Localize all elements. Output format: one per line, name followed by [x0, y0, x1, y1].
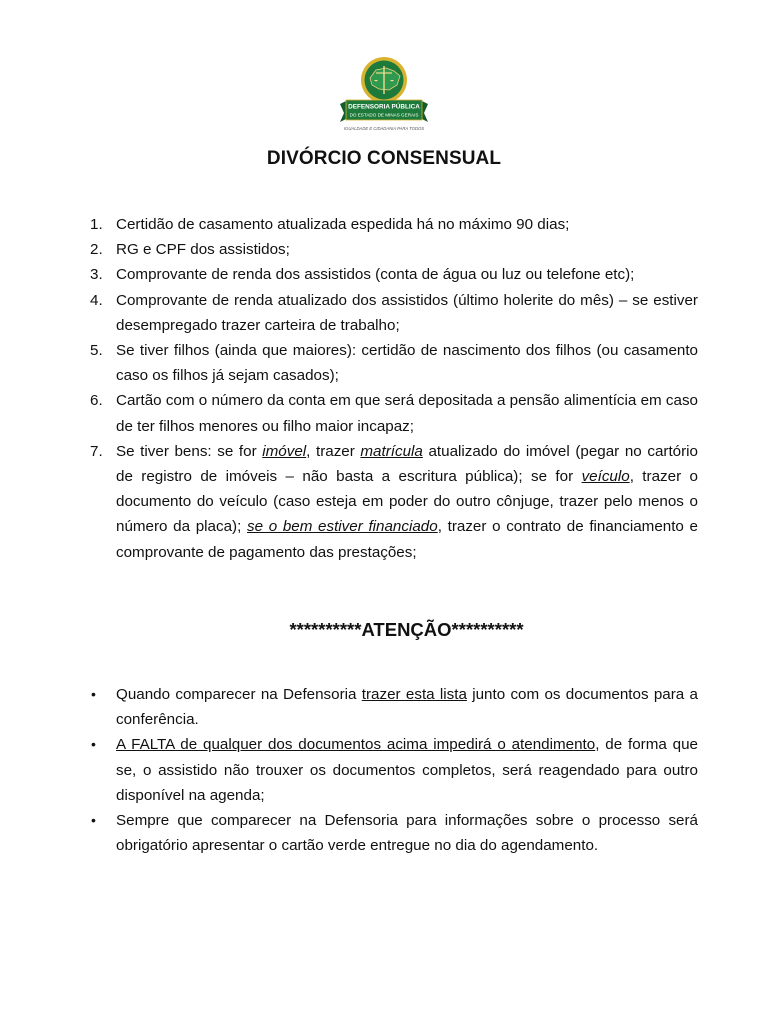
list-number: 5. — [90, 342, 103, 360]
bullet-text: A FALTA de qualquer dos documentos acima impedirá o atendimento, de forma que se, o assistido não trouxer os documentos completos, será reagendado para outro disponível na agenda; — [116, 736, 698, 804]
list-item-text: Cartão com o número da conta em que será depositada a pensão alimentícia em caso de ter filhos menores ou filho maior incapaz; — [116, 392, 698, 435]
bullet-icon: • — [91, 736, 96, 753]
list-item — [90, 212, 698, 237]
list-item — [90, 439, 698, 565]
document-title: DIVÓRCIO CONSENSUAL — [266, 148, 502, 169]
emphasis-matricula: matrícula — [360, 442, 423, 460]
list-number: 7. — [90, 442, 103, 460]
list-item — [90, 388, 698, 438]
list-item-text: Certidão de casamento atualizada espedida há no máximo 90 dias; — [116, 216, 570, 233]
emphasis-imovel: imóvel — [262, 442, 307, 460]
list-item-text: Se tiver filhos (ainda que maiores): certidão de nascimento dos filhos (ou casamento caso os filhos já sejam casados); — [116, 342, 698, 385]
list-number: 1. — [90, 216, 103, 233]
list-item — [90, 262, 698, 287]
bullet-text: Sempre que comparecer na Defensoria para informações sobre o processo será obrigatório apresentar o cartão verde entregue no dia do agendamento. — [116, 812, 698, 855]
attention-heading: **********ATENÇÃO********** — [289, 619, 524, 640]
list-item-text: RG e CPF dos assistidos; — [116, 241, 290, 259]
logo-tagline: IGUALDADE E CIDADANIA PARA TODOS — [343, 126, 425, 131]
list-item — [90, 288, 698, 338]
bullet-icon: • — [91, 812, 96, 829]
logo-banner-line1: DEFENSORIA PÚBLICA — [348, 103, 420, 111]
list-number: 6. — [90, 392, 103, 410]
bullet-text: Quando comparecer na Defensoria trazer esta lista junto com os documentos para a conferência. — [116, 686, 698, 729]
emphasis-financiado: se o bem estiver financiado — [247, 518, 438, 536]
list-item — [90, 237, 698, 262]
list-number: 4. — [90, 291, 103, 309]
list-item-text: Se tiver bens: se for imóvel, trazer matrícula atualizado do imóvel (pegar no cartório de registro de imóveis – não basta a escritura pública); se for veículo, trazer o documento do veículo (caso esteja em poder do outro cônjuge, trazer pelo menos o número da placa); se o bem estiver financiado, trazer o contrato de financiamento e comprovante de pagamento das prestações; — [116, 442, 698, 561]
list-item-text: Comprovante de renda dos assistidos (conta de água ou luz ou telefone etc); — [116, 266, 635, 284]
list-number: 3. — [90, 266, 103, 284]
documents-list — [90, 212, 698, 565]
logo-banner-line2: DO ESTADO DE MINAS GERAIS — [349, 112, 419, 118]
notes-list — [90, 682, 698, 858]
bullet-item — [90, 732, 698, 808]
list-number: 2. — [90, 241, 103, 259]
emphasis-trazer-lista: trazer esta lista — [361, 686, 467, 703]
emphasis-veiculo: veículo — [581, 468, 630, 486]
list-item-text: Comprovante de renda atualizado dos assistidos (último holerite do mês) – se estiver desempregado trazer carteira de trabalho; — [116, 291, 698, 334]
emphasis-falta: A FALTA de qualquer dos documentos acima impedirá o atendimento — [116, 736, 596, 754]
bullet-item — [90, 808, 698, 858]
bullet-item — [90, 682, 698, 732]
list-item — [90, 338, 698, 388]
bullet-icon: • — [91, 686, 96, 702]
defensoria-logo — [334, 56, 434, 136]
